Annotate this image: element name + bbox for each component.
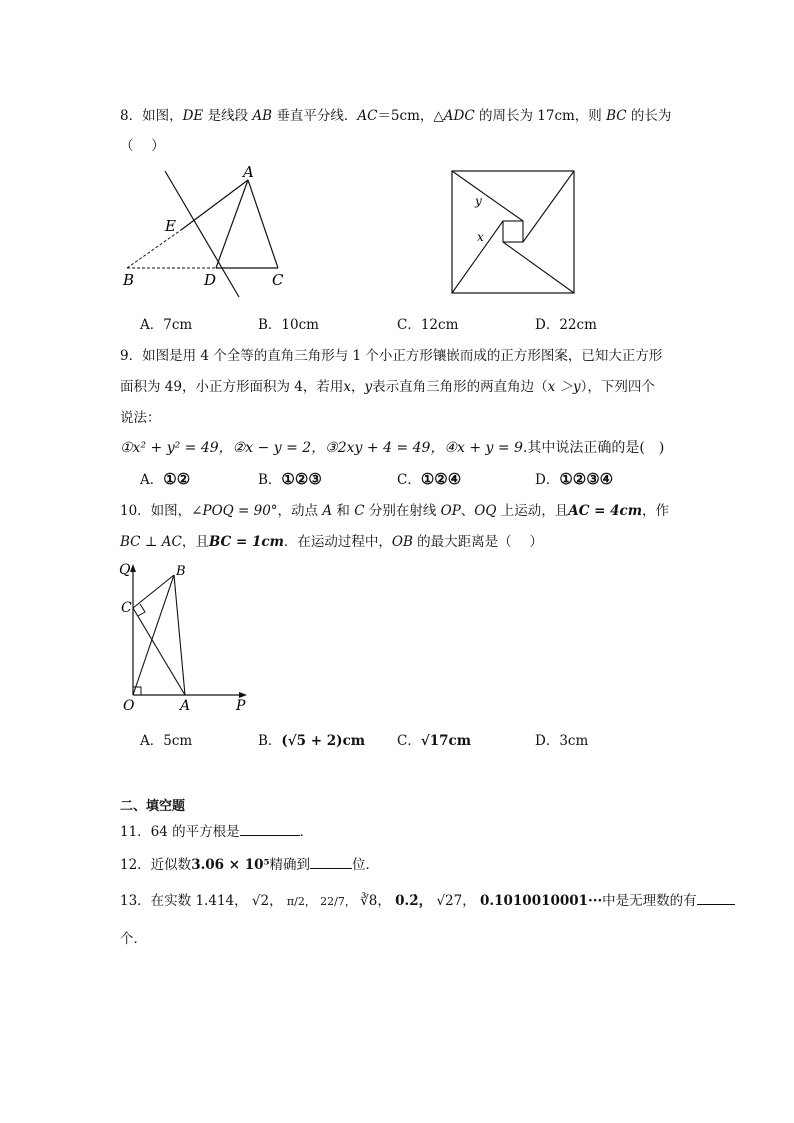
q8-option-b[interactable]: B．10cm <box>258 317 319 333</box>
q9-line2: 面积为 49，小正方形面积为 4，若用x，y表示直角三角形的两直角边（x ＞y），下列四个 <box>120 379 655 395</box>
q10-label-a: A <box>180 698 191 714</box>
q8-option-d[interactable]: D．22cm <box>535 317 597 333</box>
q10-label-c: C <box>121 600 132 616</box>
q10-seg-ba <box>174 575 185 695</box>
q10-label-p: P <box>236 698 246 714</box>
q8-line1: 8．如图，DE 是线段 AB 垂直平分线．AC＝5cm，△ADC 的周长为 17cm，则 BC 的长为 <box>120 108 672 124</box>
q10-figure <box>115 558 255 714</box>
q8-label-e: E <box>165 217 176 235</box>
q9-option-a[interactable]: A．①② <box>140 470 191 488</box>
q9-label-y: y <box>475 194 482 208</box>
q8-seg-ea <box>181 180 248 230</box>
q9-option-d[interactable]: D．①②③④ <box>535 470 614 488</box>
q9-option-b[interactable]: B．①②③ <box>258 470 322 488</box>
q13-line1: 13．在实数 1.414， √2， π/2， 22/7， ∛8， 0.2̇， √27， 0.1010010001···中是无理数的有 <box>120 889 735 909</box>
q10-seg-ca <box>133 608 185 695</box>
q10-option-b[interactable]: B．(√5 + 2)cm <box>258 733 366 749</box>
q8-seg-ad <box>216 180 248 268</box>
q9-outer-square <box>452 171 574 293</box>
q8-seg-ac <box>248 180 278 268</box>
q11: 11．64 的平方根是 ． <box>120 820 313 840</box>
q8-figure <box>115 162 315 302</box>
section-title-fill-in: 二、填空题 <box>120 799 186 814</box>
q10-line2: BC ⊥ AC，且BC = 1cm．在运动过程中，OB 的最大距离是（ ） <box>120 534 543 550</box>
q13-line2: 个． <box>120 931 147 947</box>
q8-option-c[interactable]: C．12cm <box>397 317 459 333</box>
q9-statements: ①x² + y² = 49，②x − y = 2，③2xy + 4 = 49，④x + y = 9.其中说法正确的是( ) <box>120 440 665 456</box>
q8-label-a: A <box>243 163 254 181</box>
q10-seg-ob <box>133 575 174 695</box>
q8-answer-paren: （ ） <box>120 138 165 154</box>
q10-option-a[interactable]: A．5cm <box>140 733 193 749</box>
q8-dashed-be <box>127 230 181 268</box>
q10-label-b: B <box>176 564 186 579</box>
q12-answer-blank[interactable] <box>310 854 352 869</box>
q9-option-c[interactable]: C．①②④ <box>397 470 462 488</box>
q10-label-q: Q <box>119 562 131 578</box>
q13-answer-blank[interactable] <box>697 890 735 905</box>
q11-answer-blank[interactable] <box>240 821 300 836</box>
q10-line1: 10．如图，∠POQ = 90°，动点 A 和 C 分别在射线 OP、OQ 上运动，且AC = 4cm，作 <box>120 503 670 519</box>
q8-label-b: B <box>123 271 135 289</box>
q9-line1: 9．如图是用 4 个全等的直角三角形与 1 个小正方形镶嵌而成的正方形图案，已知大正方形 <box>120 348 663 364</box>
q12: 12．近似数3.06 × 10⁵精确到 位． <box>120 853 379 873</box>
q9-inner-square <box>503 221 523 242</box>
q9-line3: 说法： <box>120 410 161 426</box>
q9-figure <box>450 169 578 297</box>
q10-label-o: O <box>123 698 135 714</box>
q8-label-d: D <box>204 271 217 289</box>
q10-option-d[interactable]: D．3cm <box>535 733 589 749</box>
q10-option-c[interactable]: C．√17cm <box>397 733 472 749</box>
q8-option-a[interactable]: A．7cm <box>140 317 193 333</box>
q9-label-x: x <box>477 230 484 244</box>
q8-label-c: C <box>272 271 284 289</box>
